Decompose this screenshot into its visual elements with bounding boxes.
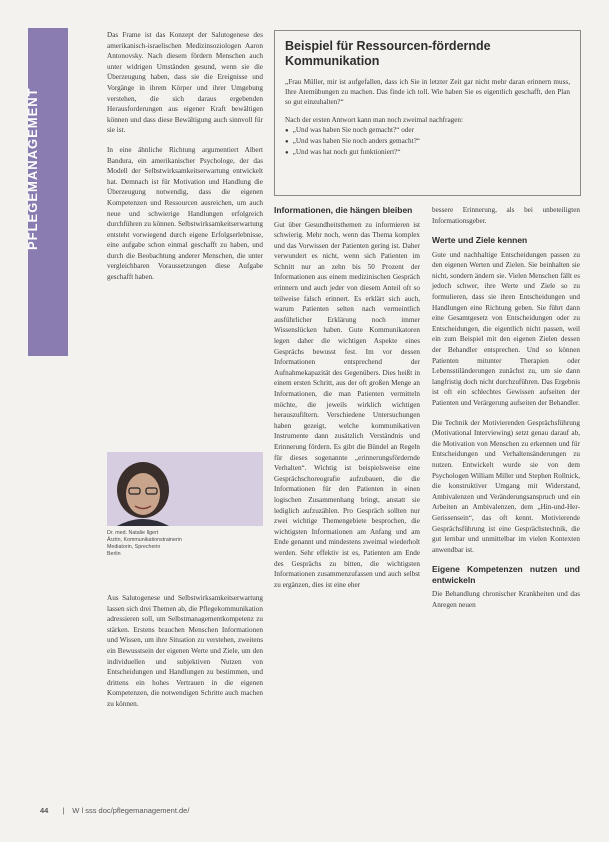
section-label: PFLEGEMANAGEMENT: [25, 87, 40, 250]
column-1-bottom: [107, 593, 263, 719]
paragraph: Gute und nachhaltige Entscheidungen passen zu den eigenen Werten und Zielen. Sie beinhalten sie nicht, sondern ändern sie. Vielen Menschen fällt es jedoch schwer, ihre Werte und Ziele so zu formulieren, dass sie ihren Entscheidungen und Handlungen eine Richtung geben. Sie führt dann eine Gesamtgesetz von Entscheidungen oder zu Entscheidungen, die eigentlich nicht passen, weil ein zum Beispiel mit den eigenen Zielen dessen der Behandler entsprechen. Und so können Patienten mitunter Therapien oder Lebensstiländerungen zunächst zu, um sie dann langfristig doch nicht durchzuführen. Das Ergebnis ist oft ein schlechtes Gewissen aufseiten der Patienten und Verärgerung aufseiten der Behandler.: [432, 250, 580, 407]
author-photo: [107, 452, 263, 526]
section-heading: Informationen, die hängen bleiben: [274, 205, 413, 215]
example-box: [274, 30, 581, 196]
box-intro: Nach der ersten Antwort kann man noch zweimal nachfragen:: [285, 116, 464, 124]
paragraph: Gut über Gesundheitsthemen zu informieren ist schwierig. Mehr noch, wenn das Thema komplex und das Vorwissen der Patienten gering ist. Daher verwundert es nicht, wenn sich Patienten im Schnitt nur an zehn bis 50 Prozent der Informationen aus einem medizinischen Gespräch erinnern und auch jeder von diesem Anteil oft so teilweise falsch erinnert. Es erklärt sich auch, warum Patienten selten nach vermeintlich ausführlicher Erklärung noch immer Wissenslücken haben. Gute Kommunikatoren legen daher die wichtigen Aspekte eines Gesprächs bewusst fest. Im vor dessen Informationen entsprechend der Aufnahmekapazität des Gegenübers. Dies heißt in einem ersten Schritt, aus der oft großen Menge an Informationen, die man Patienten vermitteln möchte, die jeweils wirklich wichtigen herauszufiltern. Verschiedene Untersuchungen haben gezeigt, welche kommunikativen Instrumente dann zusätzlich Verständnis und Erinnerung fördern. Es gibt die Bündel an Regeln für dieses sogenannte „erinnerungsfördernde Verhalten“. Wichtig ist beispielsweise eine Gesprächschoreografie aufzubauen, die die Informationen für den Patienten in einen logischen Zusammenhang bringt, anstatt sie lediglich aufzuzählen. Pro Gespräch sollten nur zwei wichtige Themengebiete besprochen, die wichtigsten Informationen am Anfang und am Ende genannt und mindestens zweimal wiederholt werden. Sehr effektiv ist es, Patienten am Ende des Gesprächs zu bitten, die wichtigsten Informationen zusammenzufassen und auch selbst zu ergänzen, dies ist eine eher: [274, 220, 420, 589]
caption-line: Berlin: [107, 551, 121, 557]
section-heading: Eigene Kompetenzen nutzen und entwickeln: [432, 564, 580, 585]
list-item: ● „Und was haben Sie noch gemacht?“ oder: [285, 125, 570, 136]
paragraph: Die Technik der Motivierenden Gesprächsführung (Motivational Interviewing) setzt genau darauf ab, die Motivation von Menschen zu erkennen und für Entscheidungen und Verhaltensänderungen zu nutzen. Entwickelt wurde sie von dem Psychologen William Miller und Stephen Rollnick, die konstruktiver Umgang mit Widerstand, Ambivalenzen und Veränderungsanspruch und ein Arbeiten an Ambivalenzen, dem „Hin-und-Her-Gerissensein“, das oft kennt. Motivierende Gesprächsführung ist eine Gesprächstechnik, die gut lernbar und unmittelbar im vielen Kontexten anwendbar ist.: [432, 418, 580, 554]
author-portrait-icon: [107, 452, 263, 526]
page-number: 44: [40, 806, 49, 815]
caption-line: Mediatorin, Sprecherin: [107, 544, 161, 550]
caption-line: Dr. med. Natalie Ilgert: [107, 530, 159, 536]
column-3: [432, 205, 580, 620]
column-2: [274, 205, 420, 599]
section-heading: Werte und Ziele kennen: [432, 235, 528, 246]
footer-brand: W l sss doc/pflegemanagement.de/: [72, 806, 190, 815]
paragraph: bessere Erinnerung, als bei unbeteiligten Informationsgeber.: [432, 206, 580, 225]
paragraph: Aus Salutogenese und Selbstwirksamkeitserwartung lassen sich drei Themen ab, die Pflegekommunikation adressieren soll, um Selbstmanagementkompetenz zu stärken. Erstens brauchen Menschen Informationen und Wissen, um ihre Situation zu verstehen, zweitens ein Bewusstsein der eigenen Werte und Ziele, um den individuellen und subjektiven Nutzen von Entscheidungen und Handlungen zu bestimmen, und drittens ein hohes Vertrauen in die eigenen Kompetenzen, die notwendigen Schritte auch machen zu können.: [107, 594, 263, 708]
paragraph: Das Frame ist das Konzept der Salutogenese des amerikanisch-israelischen Medizinsoziologen Aaron Antonovsky. Nach diesem fördern Menschen auch unter widrigen Umständen gesund, wenn sie die Überzeugung haben, dass sie die Ereignisse und Vorgänge in ihrem Körper und ihrer Umgebung verstehen, die sich daraus ergebenden Herausforderungen aus eigener Kraft bewältigen können und dass diese Bewältigung auch sinnvoll für sie ist.: [107, 31, 263, 135]
page-footer: [40, 806, 189, 815]
paragraph: In eine ähnliche Richtung argumentiert Albert Bandura, ein amerikanischer Psychologe, der das Modell der Selbstwirksamkeitserwartung entwickelt hat. Demnach ist für Motivation und Handlung die Überzeugung notwendig, dass die eigenen Kompetenzen und Ressourcen ausreichen, um auch neue und schwierige Handlungen erfolgreich durchführen zu können. Selbstwirksamkeitserwartung entsteht vorwiegend durch eigene Erfolgserlebnisse, eine aufgabe schon einmal geschafft zu haben, und durch die Beobachtung anderer Menschen, die unter vergleichbaren Voraussetzungen diese Aufgabe geschafft haben.: [107, 145, 263, 282]
footer-separator: |: [62, 806, 65, 815]
section-label-wrap: [25, 87, 52, 258]
box-title: Beispiel für Ressourcen-fördernde Kommunikation: [285, 39, 491, 68]
list-item: ● „Und was hat noch gut funktioniert?“: [285, 147, 570, 158]
box-quote: „Frau Müller, mir ist aufgefallen, dass ich Sie in letzter Zeit gar nicht mehr daran erinnern muss, Ihre Atemübungen zu machen. Das finde ich toll. Wie haben Sie es eigentlich geschafft, den Plan so gut einzuhalten?“: [285, 78, 570, 106]
caption-line: Ärztin, Kommunikationstrainerin: [107, 537, 182, 543]
author-caption: [107, 530, 263, 558]
box-list: [285, 125, 570, 158]
column-1: [107, 30, 263, 292]
paragraph: Die Behandlung chronischer Krankheiten und das Anregen neuen: [432, 590, 580, 609]
list-item: ● „Und was haben Sie noch anders gemacht?“: [285, 136, 570, 147]
